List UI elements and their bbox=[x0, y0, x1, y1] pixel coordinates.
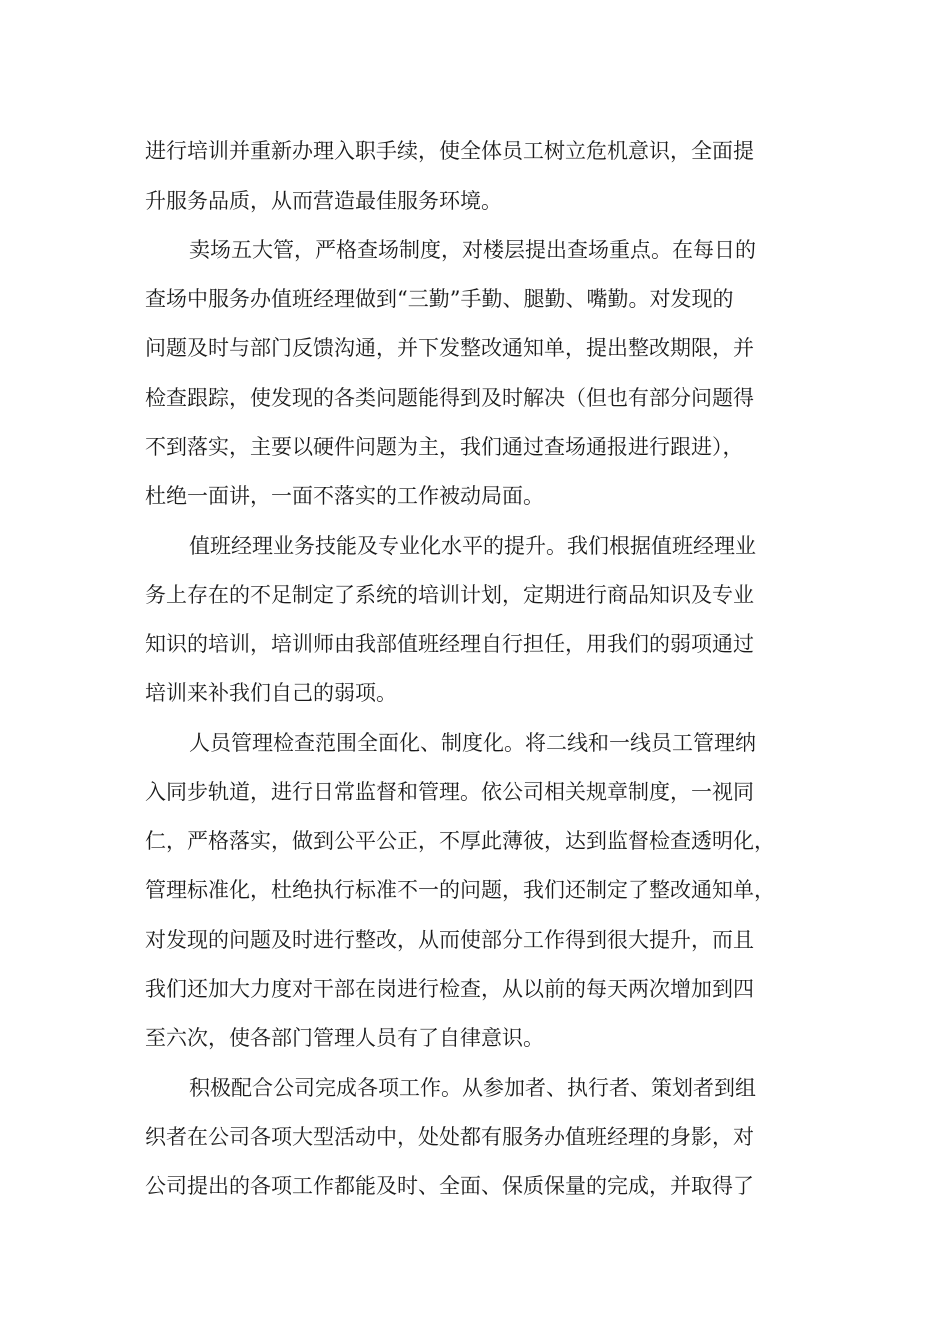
text-line bbox=[0, 131, 950, 171]
text-line bbox=[0, 476, 950, 516]
line-text: 入同步轨道，进行日常监督和管理。依公司相关规章制度，一视同 bbox=[145, 780, 754, 804]
text-line bbox=[0, 427, 950, 467]
text-line bbox=[0, 920, 950, 960]
line-text: 卖场五大管，严格查场制度，对楼层提出查场重点。在每日的 bbox=[189, 238, 756, 262]
text-line bbox=[0, 624, 950, 664]
line-text: 查场中服务办值班经理做到“三勤”手勤、腿勤、嘴勤。对发现的 bbox=[145, 287, 734, 311]
line-text: 仁，严格落实，做到公平公正，不厚此薄彼，达到监督检查透明化， bbox=[145, 829, 775, 853]
line-text: 升服务品质，从而营造最佳服务环境。 bbox=[145, 189, 502, 213]
text-line bbox=[0, 279, 950, 319]
line-text: 织者在公司各项大型活动中，处处都有服务办值班经理的身影，对 bbox=[145, 1125, 754, 1149]
line-text: 培训来补我们自己的弱项。 bbox=[145, 681, 397, 705]
text-line bbox=[0, 1018, 950, 1058]
text-line bbox=[0, 772, 950, 812]
text-line bbox=[0, 526, 950, 566]
line-text: 积极配合公司完成各项工作。从参加者、执行者、策划者到组 bbox=[189, 1076, 756, 1100]
text-line bbox=[0, 821, 950, 861]
line-text: 人员管理检查范围全面化、制度化。将二线和一线员工管理纳 bbox=[189, 731, 756, 755]
text-line bbox=[0, 181, 950, 221]
line-text: 至六次，使各部门管理人员有了自律意识。 bbox=[145, 1026, 544, 1050]
text-line bbox=[0, 378, 950, 418]
line-text: 不到落实，主要以硬件问题为主，我们通过查场通报进行跟进）， bbox=[145, 435, 744, 459]
line-text: 我们还加大力度对干部在岗进行检查，从以前的每天两次增加到四 bbox=[145, 977, 754, 1001]
text-line bbox=[0, 969, 950, 1009]
line-text: 检查跟踪，使发现的各类问题能得到及时解决（但也有部分问题得 bbox=[145, 386, 754, 410]
text-line bbox=[0, 870, 950, 910]
line-text: 问题及时与部门反馈沟通，并下发整改通知单，提出整改期限，并 bbox=[145, 336, 754, 360]
text-line bbox=[0, 1068, 950, 1108]
text-line bbox=[0, 723, 950, 763]
line-text: 杜绝一面讲，一面不落实的工作被动局面。 bbox=[145, 484, 544, 508]
line-text: 管理标准化，杜绝执行标准不一的问题，我们还制定了整改通知单， bbox=[145, 878, 775, 902]
line-text: 对发现的问题及时进行整改，从而使部分工作得到很大提升，而且 bbox=[145, 928, 754, 952]
text-line bbox=[0, 1117, 950, 1157]
text-line bbox=[0, 575, 950, 615]
text-line bbox=[0, 230, 950, 270]
text-line bbox=[0, 673, 950, 713]
line-text: 公司提出的各项工作都能及时、全面、保质保量的完成，并取得了 bbox=[145, 1174, 754, 1198]
line-text: 值班经理业务技能及专业化水平的提升。我们根据值班经理业 bbox=[189, 534, 756, 558]
text-line bbox=[0, 1166, 950, 1206]
line-text: 知识的培训，培训师由我部值班经理自行担任，用我们的弱项通过 bbox=[145, 632, 754, 656]
line-text: 进行培训并重新办理入职手续，使全体员工树立危机意识，全面提 bbox=[145, 139, 754, 163]
line-text: 务上存在的不足制定了系统的培训计划，定期进行商品知识及专业 bbox=[145, 583, 754, 607]
text-line bbox=[0, 328, 950, 368]
